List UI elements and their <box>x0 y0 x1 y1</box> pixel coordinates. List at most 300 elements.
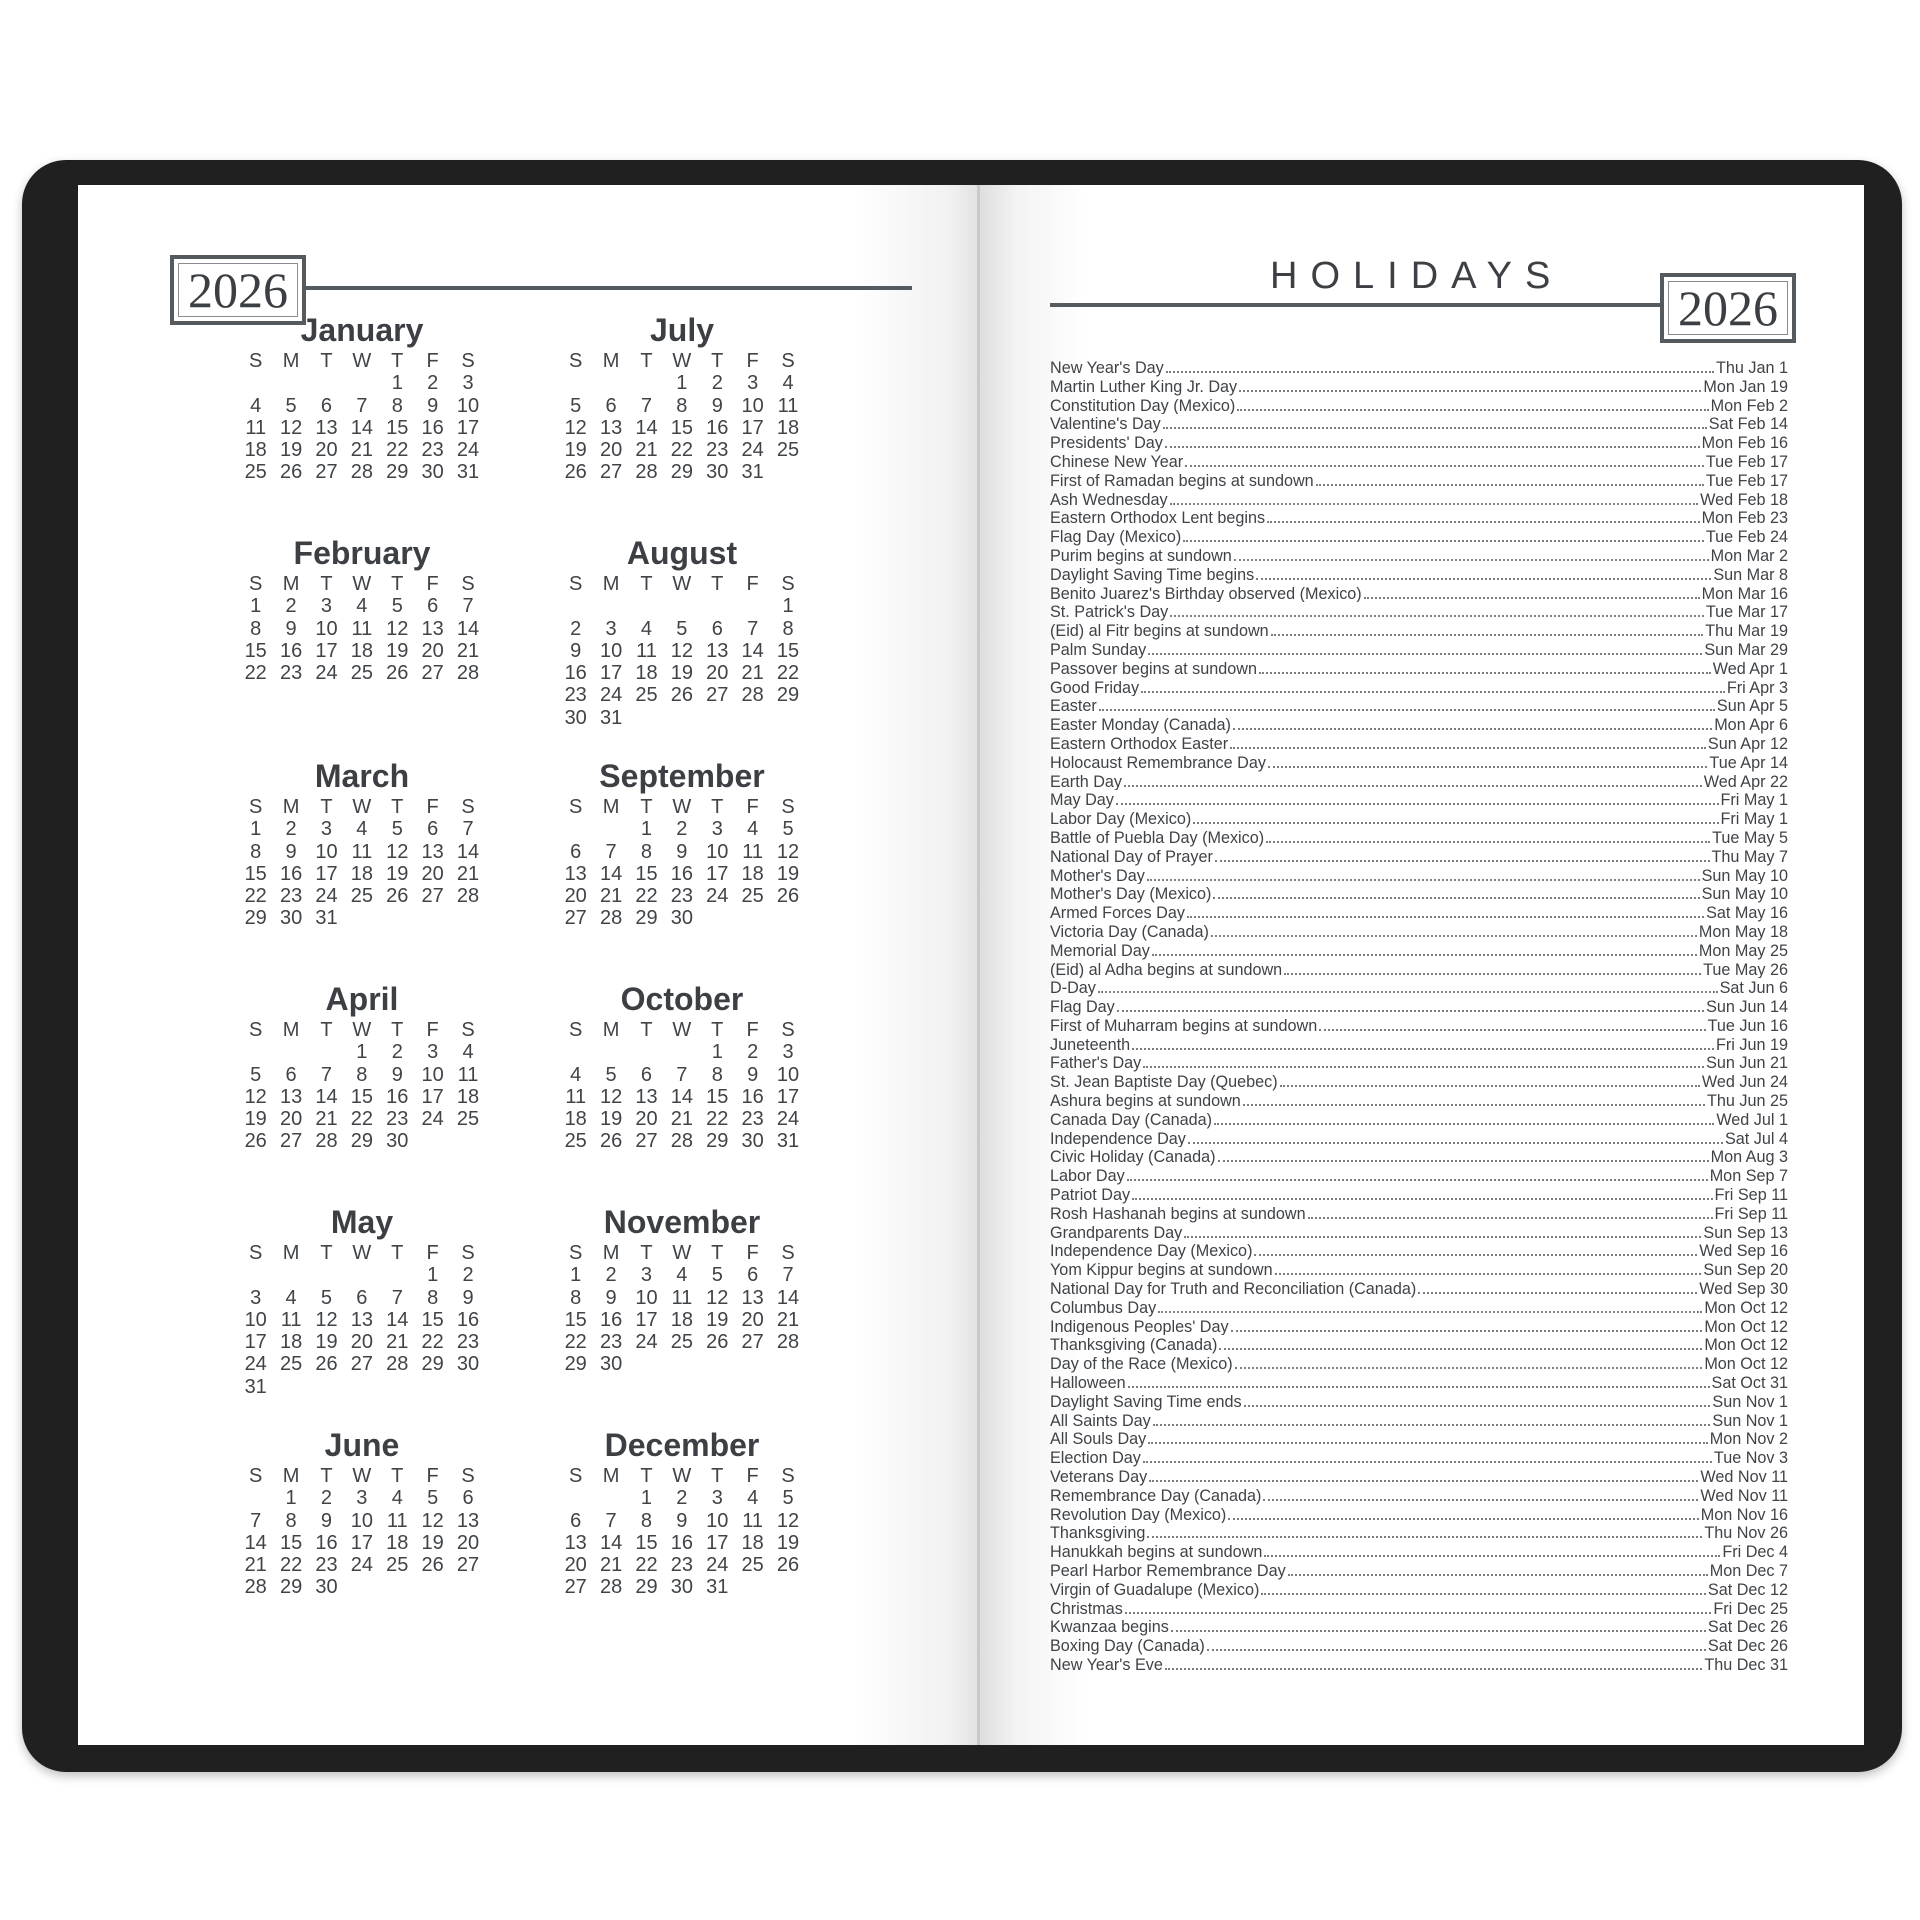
day-number: 16 <box>599 1308 623 1331</box>
holiday-row <box>1050 1241 1788 1260</box>
dot-leader <box>1244 1392 1711 1407</box>
dot-leader <box>1234 546 1709 561</box>
day-number: 26 <box>776 885 800 908</box>
month-name: July <box>649 312 715 348</box>
holiday-name: Memorial Day <box>1050 941 1150 960</box>
weekday-label: S <box>569 1465 583 1487</box>
holiday-name: Presidents' Day <box>1050 434 1163 452</box>
day-number: 5 <box>782 1487 794 1510</box>
day-number: 12 <box>599 1085 623 1108</box>
holiday-name: Day of the Race (Mexico) <box>1050 1355 1233 1374</box>
holiday-name: Grandparents Day <box>1050 1223 1183 1242</box>
day-number: 4 <box>640 617 653 640</box>
dot-leader <box>1170 490 1699 505</box>
holiday-row <box>1050 753 1788 772</box>
day-number: 31 <box>244 1375 267 1398</box>
day-number: 17 <box>315 862 338 885</box>
weekday-label: M <box>602 350 620 372</box>
day-number: 12 <box>670 639 693 662</box>
weekday-label: T <box>391 796 404 818</box>
day-number: 3 <box>427 1041 439 1064</box>
holiday-row <box>1050 1166 1788 1185</box>
day-number: 10 <box>315 617 338 640</box>
day-number: 28 <box>670 1130 693 1153</box>
day-number: 23 <box>670 1554 693 1577</box>
day-number: 26 <box>670 684 693 707</box>
month-day-grid <box>238 1242 486 1398</box>
weekday-label: W <box>672 573 692 595</box>
day-number: 11 <box>777 394 799 417</box>
day-number: 5 <box>427 1487 439 1510</box>
header-rule <box>302 286 912 290</box>
day-number: 13 <box>456 1509 480 1532</box>
day-number: 3 <box>640 1264 653 1287</box>
holiday-date: Sun Apr 5 <box>1716 697 1788 716</box>
day-number: 14 <box>456 840 480 863</box>
weekday-label: T <box>391 350 404 372</box>
day-number: 7 <box>747 617 759 640</box>
holiday-name: D-Day <box>1050 979 1096 998</box>
empty-day-cell <box>664 1041 699 1063</box>
holiday-date: Fri Dec 25 <box>1713 1599 1788 1618</box>
empty-day-cell <box>629 1041 664 1063</box>
day-number: 28 <box>741 684 764 707</box>
weekday-label: M <box>602 796 620 818</box>
day-number: 13 <box>706 639 729 662</box>
day-number: 3 <box>782 1041 794 1064</box>
holiday-date: Wed Feb 18 <box>1700 490 1788 509</box>
dot-leader <box>1275 1260 1702 1275</box>
holiday-name: Hanukkah begins at sundown <box>1050 1543 1263 1561</box>
day-number: 31 <box>599 706 623 729</box>
weekday-label: T <box>640 1242 653 1264</box>
dot-leader <box>1237 396 1708 411</box>
holiday-date: Mon Feb 23 <box>1701 509 1788 528</box>
holiday-date: Mon Nov 16 <box>1700 1505 1788 1524</box>
day-number: 4 <box>356 595 368 618</box>
weekday-label: T <box>640 1019 653 1041</box>
day-number: 4 <box>747 1487 759 1510</box>
day-number: 12 <box>315 1308 338 1331</box>
day-number: 20 <box>706 662 729 685</box>
day-number: 6 <box>427 818 439 841</box>
weekday-label: S <box>249 350 263 372</box>
holiday-row <box>1050 602 1788 621</box>
day-number: 25 <box>776 439 800 462</box>
holiday-row <box>1050 659 1788 678</box>
holiday-row <box>1050 1279 1788 1298</box>
day-number: 8 <box>250 840 262 863</box>
day-number: 15 <box>635 1531 658 1554</box>
day-number: 16 <box>279 639 303 662</box>
holiday-row <box>1050 715 1788 734</box>
day-number: 10 <box>776 1063 800 1086</box>
weekday-label: M <box>282 1465 300 1487</box>
day-number: 14 <box>350 416 373 439</box>
day-number: 4 <box>250 394 262 417</box>
day-number: 5 <box>605 1063 617 1086</box>
dot-leader <box>1171 1617 1706 1632</box>
weekday-label: T <box>391 1465 404 1487</box>
dot-leader <box>1288 1561 1708 1576</box>
day-number: 23 <box>386 1108 409 1131</box>
day-number: 7 <box>676 1063 688 1086</box>
day-number: 27 <box>741 1331 764 1354</box>
month-name: June <box>324 1427 400 1463</box>
day-number: 12 <box>564 416 587 439</box>
holiday-name: National Day for Truth and Reconciliation (Canada) <box>1050 1280 1417 1298</box>
day-number: 8 <box>676 394 688 417</box>
holiday-date: Tue Feb 17 <box>1705 452 1788 471</box>
weekday-label: S <box>461 350 475 372</box>
day-number: 28 <box>386 1353 409 1376</box>
dot-leader <box>1170 602 1704 617</box>
holiday-date: Tue Apr 14 <box>1709 753 1788 772</box>
day-number: 17 <box>635 1308 658 1331</box>
day-number: 4 <box>782 372 794 395</box>
day-number: 17 <box>741 416 764 439</box>
day-number: 12 <box>244 1085 267 1108</box>
empty-day-cell <box>558 1041 593 1063</box>
day-number: 8 <box>782 617 794 640</box>
day-number: 6 <box>570 1509 582 1532</box>
dot-leader <box>1124 772 1702 787</box>
weekday-label: S <box>781 1019 795 1041</box>
day-number: 25 <box>456 1108 480 1131</box>
day-number: 15 <box>350 1085 373 1108</box>
day-number: 14 <box>599 862 623 885</box>
holiday-row <box>1050 772 1788 791</box>
day-number: 15 <box>279 1531 303 1554</box>
day-number: 18 <box>564 1108 587 1131</box>
holiday-name: Kwanzaa begins <box>1050 1618 1169 1637</box>
day-number: 30 <box>599 1353 623 1376</box>
day-number: 13 <box>564 1531 587 1554</box>
empty-day-cell <box>558 1487 593 1509</box>
day-number: 19 <box>776 1531 800 1554</box>
day-number: 15 <box>244 862 267 885</box>
weekday-label: S <box>249 1242 263 1264</box>
weekday-label: T <box>640 796 653 818</box>
month-day-grid <box>558 573 806 729</box>
day-number: 3 <box>320 595 333 618</box>
dot-leader <box>1230 734 1706 749</box>
weekday-label: M <box>602 1019 620 1041</box>
day-number: 18 <box>635 662 658 685</box>
holiday-date: Mon Oct 12 <box>1704 1355 1788 1374</box>
holiday-name: First of Ramadan begins at sundown <box>1050 471 1314 490</box>
weekday-label: F <box>426 1242 439 1264</box>
holiday-name: Passover begins at sundown <box>1050 659 1257 678</box>
day-number: 13 <box>564 862 587 885</box>
holiday-date: Fri Sep 11 <box>1714 1186 1788 1204</box>
day-number: 19 <box>706 1308 729 1331</box>
day-number: 6 <box>711 617 723 640</box>
holiday-date: Mon Feb 16 <box>1701 434 1788 452</box>
weekday-label: F <box>746 1019 759 1041</box>
weekday-label: M <box>282 796 300 818</box>
day-number: 23 <box>741 1108 764 1131</box>
day-number: 8 <box>640 840 653 863</box>
holiday-name: Mother's Day (Mexico) <box>1050 885 1212 904</box>
month-name: October <box>620 981 744 1017</box>
day-number: 30 <box>706 461 729 484</box>
day-number: 17 <box>350 1531 373 1554</box>
holiday-date: Mon Oct 12 <box>1704 1317 1788 1336</box>
day-number: 9 <box>462 1286 474 1309</box>
day-number: 4 <box>391 1487 403 1510</box>
dot-leader <box>1165 1655 1702 1670</box>
holiday-row <box>1050 508 1788 527</box>
day-number: 25 <box>386 1554 409 1577</box>
day-number: 8 <box>427 1286 439 1309</box>
weekday-label: T <box>711 350 724 372</box>
day-number: 6 <box>427 595 439 618</box>
day-number: 5 <box>320 1286 333 1309</box>
holiday-name: Eastern Orthodox Lent begins <box>1050 509 1266 528</box>
holiday-date: Mon Nov 2 <box>1709 1430 1788 1449</box>
holiday-date: Sat Dec 12 <box>1707 1580 1788 1599</box>
day-number: 15 <box>386 416 409 439</box>
dot-leader <box>1141 678 1725 693</box>
day-number: 27 <box>456 1554 480 1577</box>
holiday-date: Wed Apr 1 <box>1712 659 1788 678</box>
month-name: November <box>603 1204 761 1240</box>
day-number: 20 <box>741 1308 764 1331</box>
holiday-date: Sun Sep 13 <box>1703 1223 1788 1242</box>
day-number: 3 <box>356 1487 368 1510</box>
day-number: 14 <box>456 617 480 640</box>
holiday-row <box>1050 1580 1788 1599</box>
holiday-name: (Eid) al Adha begins at sundown <box>1050 960 1283 979</box>
day-number: 27 <box>635 1130 658 1153</box>
day-number: 6 <box>747 1264 759 1287</box>
day-number: 6 <box>570 840 582 863</box>
day-number: 27 <box>421 885 444 908</box>
day-number: 7 <box>605 840 617 863</box>
day-number: 26 <box>244 1130 267 1153</box>
holiday-name: Indigenous Peoples' Day <box>1050 1317 1229 1336</box>
holiday-name: Chinese New Year <box>1050 452 1184 471</box>
holiday-row <box>1050 1392 1788 1411</box>
holiday-date: Thu Jan 1 <box>1716 359 1788 377</box>
weekday-label: T <box>320 1242 333 1264</box>
weekday-label: S <box>461 573 475 595</box>
holiday-name: Yom Kippur begins at sundown <box>1050 1261 1273 1280</box>
day-number: 13 <box>350 1308 373 1331</box>
holiday-date: Fri Dec 4 <box>1722 1543 1788 1561</box>
day-number: 29 <box>564 1353 587 1376</box>
day-number: 12 <box>279 416 303 439</box>
day-number: 3 <box>711 818 723 841</box>
day-number: 22 <box>635 885 658 908</box>
day-number: 22 <box>244 885 267 908</box>
holiday-row <box>1050 490 1788 509</box>
day-number: 31 <box>315 907 338 930</box>
empty-day-cell <box>593 372 628 394</box>
day-number: 4 <box>285 1286 297 1309</box>
holiday-date: Mon Dec 7 <box>1709 1562 1788 1580</box>
weekday-label: M <box>282 350 300 372</box>
day-number: 21 <box>776 1308 800 1331</box>
holiday-row <box>1050 1617 1788 1636</box>
holiday-date: Sun Nov 1 <box>1712 1411 1788 1430</box>
holiday-name: Flag Day (Mexico) <box>1050 528 1182 546</box>
day-number: 3 <box>462 372 474 395</box>
day-number: 14 <box>244 1531 267 1554</box>
weekday-label: W <box>352 1465 372 1487</box>
day-number: 21 <box>599 1554 623 1577</box>
holiday-row <box>1050 847 1788 866</box>
dot-leader <box>1116 790 1719 805</box>
holiday-date: Wed Jul 1 <box>1716 1110 1788 1129</box>
holiday-date: Sun Apr 12 <box>1707 734 1788 753</box>
day-number: 8 <box>570 1286 582 1309</box>
day-number: 16 <box>670 862 693 885</box>
day-number: 30 <box>456 1353 480 1376</box>
day-number: 24 <box>315 662 338 685</box>
holiday-row <box>1050 941 1788 960</box>
day-number: 31 <box>741 461 764 484</box>
holiday-row <box>1050 1335 1788 1354</box>
dot-leader <box>1267 508 1700 523</box>
dot-leader <box>1256 565 1711 580</box>
dot-leader <box>1271 621 1704 636</box>
holiday-name: Ashura begins at sundown <box>1050 1092 1241 1110</box>
day-number: 24 <box>741 439 764 462</box>
dot-leader <box>1364 584 1700 599</box>
month-name: March <box>314 758 410 794</box>
dot-leader <box>1098 978 1718 993</box>
month-name: January <box>300 312 424 348</box>
day-number: 14 <box>670 1085 693 1108</box>
dot-leader <box>1117 997 1704 1012</box>
empty-day-cell <box>380 1264 415 1286</box>
holiday-name: Boxing Day (Canada) <box>1050 1637 1205 1655</box>
dot-leader <box>1165 433 1700 448</box>
holiday-date: Thu May 7 <box>1711 847 1788 866</box>
day-number: 15 <box>564 1308 587 1331</box>
weekday-label: F <box>746 796 759 818</box>
day-number: 4 <box>747 818 759 841</box>
day-number: 17 <box>706 1531 729 1554</box>
holiday-date: Mon Mar 2 <box>1710 546 1788 565</box>
day-number: 10 <box>456 394 480 417</box>
dot-leader <box>1163 414 1707 429</box>
weekday-label: T <box>711 1242 724 1264</box>
dot-leader <box>1184 1223 1701 1238</box>
holiday-row <box>1050 377 1788 396</box>
dot-leader <box>1166 358 1714 373</box>
day-number: 28 <box>456 885 480 908</box>
month-calendar <box>558 1202 806 1376</box>
day-number: 9 <box>570 639 582 662</box>
holiday-date: Tue May 26 <box>1703 960 1788 979</box>
day-number: 27 <box>350 1353 373 1376</box>
day-number: 11 <box>245 416 267 439</box>
day-number: 11 <box>636 639 657 662</box>
day-number: 16 <box>564 662 587 685</box>
holiday-row <box>1050 1486 1788 1505</box>
day-number: 29 <box>244 907 267 930</box>
day-number: 19 <box>386 862 409 885</box>
day-number: 23 <box>670 885 693 908</box>
holiday-row <box>1050 565 1788 584</box>
weekday-label: W <box>352 1019 372 1041</box>
weekday-label: F <box>426 796 439 818</box>
day-number: 22 <box>564 1331 587 1354</box>
day-number: 12 <box>421 1509 444 1532</box>
dot-leader <box>1148 640 1702 655</box>
holiday-row <box>1050 1542 1788 1561</box>
weekday-label: T <box>711 1465 724 1487</box>
day-number: 1 <box>356 1041 368 1064</box>
day-number: 4 <box>462 1041 474 1064</box>
day-number: 30 <box>670 907 693 930</box>
day-number: 27 <box>564 1576 587 1599</box>
day-number: 20 <box>279 1108 303 1131</box>
holiday-name: Daylight Saving Time ends <box>1050 1392 1242 1411</box>
day-number: 29 <box>670 461 693 484</box>
month-name: April <box>325 981 399 1017</box>
day-number: 23 <box>421 439 444 462</box>
holiday-date: Thu Dec 31 <box>1704 1655 1788 1674</box>
day-number: 10 <box>599 639 623 662</box>
holiday-name: Palm Sunday <box>1050 640 1147 659</box>
dot-leader <box>1243 1091 1705 1106</box>
day-number: 25 <box>279 1353 303 1376</box>
day-number: 7 <box>605 1509 617 1532</box>
day-number: 24 <box>599 684 623 707</box>
holiday-name: Virgin of Guadalupe (Mexico) <box>1050 1580 1260 1599</box>
holiday-date: Fri May 1 <box>1720 810 1788 828</box>
holiday-row <box>1050 1016 1788 1035</box>
day-number: 26 <box>421 1554 444 1577</box>
day-number: 10 <box>706 1509 729 1532</box>
holiday-date: Thu Mar 19 <box>1705 622 1788 640</box>
day-number: 26 <box>776 1554 800 1577</box>
empty-day-cell <box>629 595 664 617</box>
day-number: 10 <box>741 394 764 417</box>
day-number: 7 <box>250 1509 262 1532</box>
empty-day-cell <box>273 372 308 394</box>
day-number: 17 <box>315 639 338 662</box>
dot-leader <box>1143 1448 1712 1463</box>
day-number: 16 <box>706 416 729 439</box>
dot-leader <box>1127 1166 1708 1181</box>
day-number: 13 <box>421 617 444 640</box>
holiday-name: Columbus Day <box>1050 1298 1157 1317</box>
day-number: 27 <box>421 662 444 685</box>
weekday-label: W <box>352 1242 372 1264</box>
weekday-label: W <box>352 573 372 595</box>
day-number: 20 <box>564 1554 587 1577</box>
day-number: 1 <box>427 1264 439 1287</box>
dot-leader <box>1266 828 1710 843</box>
weekday-label: S <box>569 796 583 818</box>
weekday-label: T <box>391 573 404 595</box>
weekday-label: S <box>249 573 263 595</box>
weekday-label: F <box>426 1019 439 1041</box>
empty-day-cell <box>238 372 273 394</box>
holiday-name: Constitution Day (Mexico) <box>1050 396 1236 415</box>
dot-leader <box>1185 452 1704 467</box>
day-number: 2 <box>462 1264 474 1287</box>
day-number: 28 <box>456 662 480 685</box>
month-name: December <box>604 1427 760 1463</box>
holiday-row <box>1050 546 1788 565</box>
day-number: 16 <box>456 1308 480 1331</box>
